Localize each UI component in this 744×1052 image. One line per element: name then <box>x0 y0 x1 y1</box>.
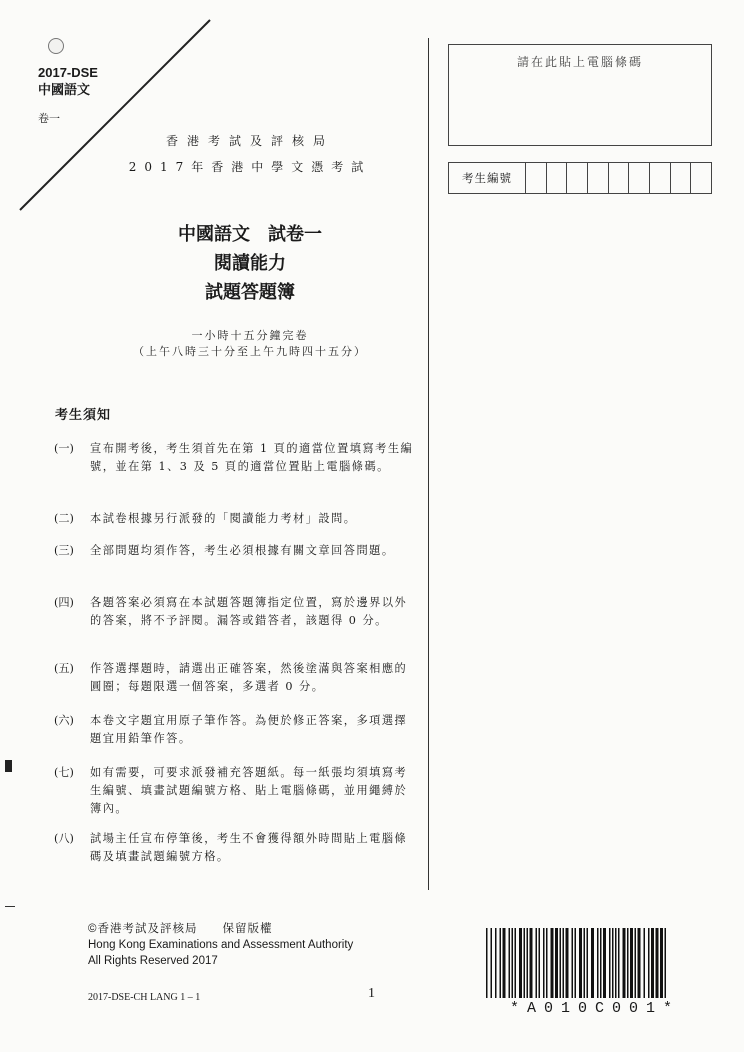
instruction-item <box>54 830 414 866</box>
barcode-bar <box>515 928 517 998</box>
edge-tick-mark <box>5 906 15 907</box>
barcode-bar <box>591 928 594 998</box>
barcode-bar <box>555 928 558 998</box>
barcode-bar <box>665 928 667 998</box>
instructions-heading: 考生須知 <box>55 408 112 423</box>
barcode-bar <box>656 928 659 998</box>
instruction-item <box>54 594 414 630</box>
barcode-bar <box>597 928 599 998</box>
instruction-number: (五) <box>54 662 74 675</box>
page-number: 1 <box>368 986 375 1001</box>
barcode-bar <box>630 928 633 998</box>
authority-name: 香港考試及評核局 <box>165 134 334 148</box>
barcode-bar <box>623 928 626 998</box>
instruction-item <box>54 712 414 748</box>
barcode-bar <box>491 928 493 998</box>
barcode-bar <box>527 928 529 998</box>
footer-paper-code: 2017-DSE-CH LANG 1 – 1 <box>88 992 201 1003</box>
barcode-bar <box>503 928 506 998</box>
barcode-sticker-area[interactable] <box>448 44 712 146</box>
barcode-bar <box>536 928 538 998</box>
copyright-en-line1: Hong Kong Examinations and Assessment Authority <box>88 939 354 951</box>
barcode-bar <box>615 928 617 998</box>
barcode-bar <box>500 928 502 998</box>
barcode-bar <box>543 928 545 998</box>
scan-marker <box>5 760 12 772</box>
barcode-text: *A010C001* <box>509 1000 680 1017</box>
instruction-text: 宣布開考後，考生須首先在第 1 頁的適當位置填寫考生編號，並在第 1、3 及 5 頁的適當位置貼上電腦條碼。 <box>90 442 414 473</box>
candidate-digit-box[interactable] <box>588 163 609 193</box>
instruction-text: 各題答案必須寫在本試題答題簿指定位置，寫於邊界以外的答案，將不予評閱。漏答或錯答者，該題得 0 分。 <box>90 596 408 627</box>
barcode-bar <box>509 928 511 998</box>
instruction-item <box>54 510 414 528</box>
barcode-bar <box>638 928 641 998</box>
paper-label: 卷一 <box>38 112 60 125</box>
instruction-text: 試場主任宣布停筆後，考生不會獲得額外時間貼上電腦條碼及填畫試題編號方格。 <box>90 832 408 863</box>
instruction-item <box>54 660 414 696</box>
paper-title-line3: 試題答題簿 <box>205 282 295 303</box>
exam-name: 2017年香港中學文憑考試 <box>128 160 372 174</box>
candidate-digit-box[interactable] <box>650 163 671 193</box>
barcode-bar <box>579 928 582 998</box>
barcode-bar <box>648 928 650 998</box>
barcode-bar <box>612 928 614 998</box>
barcode-bar <box>609 928 611 998</box>
candidate-number-field <box>448 162 712 194</box>
barcode-bar <box>651 928 654 998</box>
timing-info <box>60 328 440 360</box>
barcode-bar <box>566 928 569 998</box>
barcode-bar <box>530 928 533 998</box>
instruction-item <box>54 764 414 818</box>
barcode-bar <box>660 928 663 998</box>
copyright-en-line2: All Rights Reserved 2017 <box>88 955 218 967</box>
barcode-bar <box>644 928 646 998</box>
candidate-digit-box[interactable] <box>567 163 588 193</box>
barcode-bar <box>563 928 565 998</box>
corner-code-subject: 中國語文 <box>38 82 91 97</box>
schedule-text: （上午八時三十分至上午九時四十五分） <box>133 345 367 358</box>
copyright-cn: ©香港考試及評核局 保留版權 <box>88 923 273 935</box>
barcode-bar <box>600 928 602 998</box>
instruction-text: 如有需要，可要求派發補充答題紙。每一紙張均須填寫考生編號、填畫試題編號方格、貼上電腦條碼，並用繩縛於簿內。 <box>90 766 408 815</box>
instruction-number: (三) <box>54 544 74 557</box>
paper-title-line2: 閱讀能力 <box>214 253 286 274</box>
corner-code-year: 2017-DSE <box>38 65 98 80</box>
candidate-digit-box[interactable] <box>547 163 568 193</box>
instruction-item <box>54 542 414 560</box>
barcode-graphic <box>484 928 706 998</box>
barcode-bar <box>551 928 554 998</box>
barcode-sticker-label: 請在此貼上電腦條碼 <box>516 55 643 69</box>
barcode-bar <box>587 928 589 998</box>
instruction-text: 作答選擇題時，請選出正確答案，然後塗滿與答案相應的圓圈；每題限選一個答案，多選者 0 分。 <box>90 662 408 693</box>
barcode-bar <box>618 928 620 998</box>
barcode-bar <box>519 928 522 998</box>
barcode-bar <box>584 928 586 998</box>
instruction-text: 全部問題均須作答，考生必須根據有關文章回答問題。 <box>90 544 395 557</box>
barcode-bar <box>512 928 514 998</box>
barcode-bar <box>486 928 488 998</box>
candidate-number-label: 考生編號 <box>449 163 526 193</box>
barcode-bar <box>575 928 577 998</box>
candidate-digit-box[interactable] <box>609 163 630 193</box>
instruction-text: 本試卷根據另行派發的「閱讀能力考材」設問。 <box>90 512 357 525</box>
instruction-number: (四) <box>54 596 74 609</box>
instruction-number: (八) <box>54 832 74 845</box>
instruction-number: (六) <box>54 714 74 727</box>
barcode-bar <box>546 928 548 998</box>
candidate-digit-box[interactable] <box>691 163 711 193</box>
barcode-bar <box>524 928 526 998</box>
corner-paper-code <box>38 64 98 98</box>
barcode-bar <box>627 928 629 998</box>
duration-text: 一小時十五分鐘完卷 <box>191 329 309 342</box>
barcode-bar <box>572 928 574 998</box>
paper-title <box>60 220 440 307</box>
barcode-bar <box>560 928 562 998</box>
copyright-block <box>88 921 353 969</box>
instruction-text: 本卷文字題宜用原子筆作答。為便於修正答案，多項選擇題宜用鉛筆作答。 <box>90 714 408 745</box>
instruction-item <box>54 440 414 476</box>
candidate-digit-box[interactable] <box>671 163 692 193</box>
barcode-bar <box>539 928 541 998</box>
instruction-number: (二) <box>54 512 74 525</box>
candidate-digit-box[interactable] <box>629 163 650 193</box>
instruction-number: (一) <box>54 442 74 455</box>
candidate-digit-box[interactable] <box>526 163 547 193</box>
barcode-bar <box>495 928 497 998</box>
instruction-number: (七) <box>54 766 74 779</box>
paper-title-line1: 中國語文 試卷一 <box>178 224 322 245</box>
barcode-bar <box>603 928 606 998</box>
barcode-bar <box>635 928 637 998</box>
vertical-divider <box>428 38 429 890</box>
